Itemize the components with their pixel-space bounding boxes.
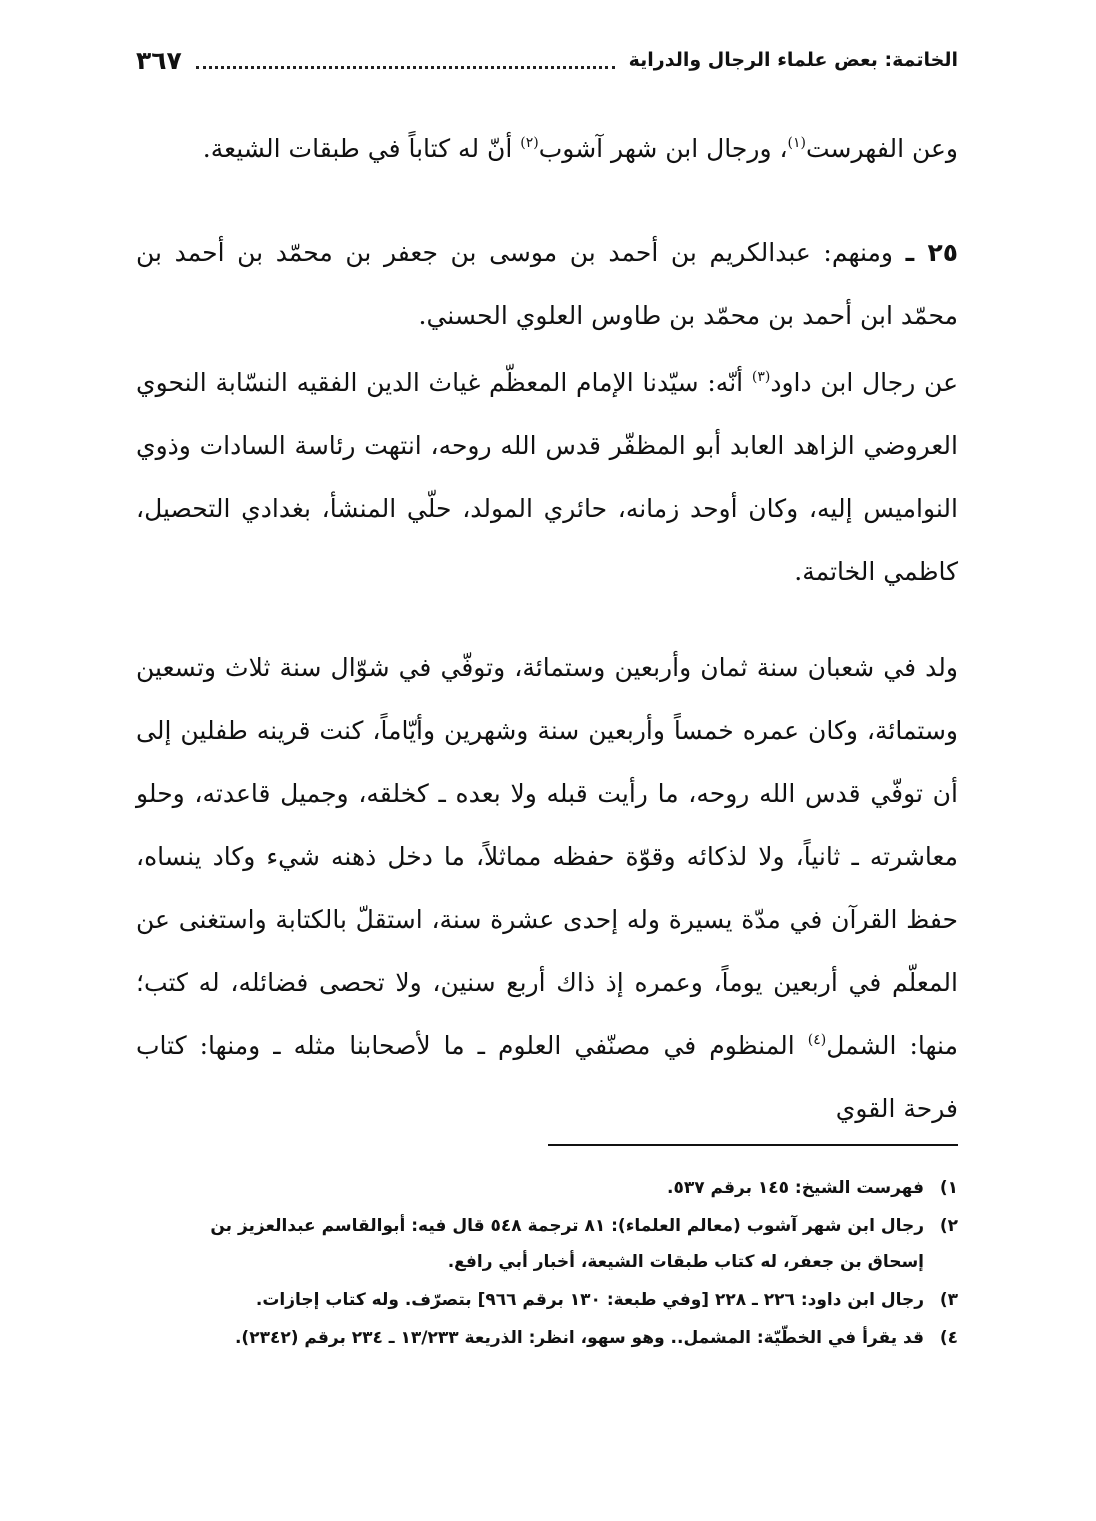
footnote-number: ٤) — [939, 1328, 958, 1348]
footnote-2 — [136, 1208, 958, 1280]
running-header — [136, 40, 958, 80]
footnote-ref-2: (٢) — [520, 135, 539, 151]
footnote-text: رجال ابن شهر آشوب (معالم العلماء): ٨١ ترجمة ٥٤٨ قال فيه: أبوالقاسم عبدالعزيز بن — [210, 1216, 924, 1236]
footnote-ref-3: (٣) — [751, 369, 771, 385]
paragraph-2-text: ومنهم: عبدالكريم بن أحمد بن موسى بن جعفر بن محمّد بن أحمد بن محمّد ابن أحمد بن محمّد بن طاوس العلوي الحسني. — [136, 238, 958, 330]
paragraph-4-text-a: ولد في شعبان سنة ثمان وأربعين وستمائة، وتوفّي في شوّال سنة ثلاث وتسعين وستمائة، وكان عمره خمساً وأربعين سنة وشهرين وأيّاماً، كنت قرينه طفلين إلى أن توفّي قدس الله روحه، ما رأيت قبله ولا بعده ـ كخلقه، وجميل قاعدته، وحلو معاشرته ـ ثانياً، ولا لذكائه وقوّة حفظه مماثلاً، ما دخل ذهنه شيء وكاد ينساه، حفظ القرآن في مدّة يسيرة وله إحدى عشرة سنة، استقلّ بالكتابة واستغنى عن المعلّم في أربعين يوماً، وعمره إذ ذاك أربع سنين، ولا تحصى فضائله، له كتب؛ منها: الشمل — [136, 653, 958, 1060]
paragraph-2-entry — [136, 221, 958, 347]
header-dot-leader — [196, 52, 615, 69]
footnote-ref-4: (٤) — [807, 1032, 827, 1048]
footnote-text: فهرست الشيخ: ١٤٥ برقم ٥٣٧. — [667, 1178, 924, 1198]
paragraph-4 — [136, 636, 958, 1140]
footnote-text-continued: إسحاق بن جعفر، له كتاب طبقات الشيعة، أخبار أبي رافع. — [447, 1252, 924, 1272]
footnote-text: قد يقرأ في الخطّيّة: المشمل.. وهو سهو، انظر: الذريعة ١٣/٢٣٣ ـ ٢٣٤ برقم (٢٣٤٢). — [234, 1328, 924, 1348]
footnote-3 — [136, 1282, 958, 1318]
paragraph-4-text-b: المنظوم في مصنّفي العلوم ـ ما لأصحابنا مثله ـ ومنها: كتاب فرحة القوي — [136, 1031, 958, 1123]
paragraph-1-text-b: ، ورجال ابن شهر آشوب — [538, 134, 788, 163]
footnotes — [136, 1170, 958, 1358]
paragraph-1 — [136, 117, 958, 180]
footnote-text: رجال ابن داود: ٢٢٦ ـ ٢٢٨ [وفي طبعة: ١٣٠ برقم ٩٦٦] بتصرّف. وله كتاب إجازات. — [255, 1290, 924, 1310]
paragraph-1-text-a: وعن الفهرست — [806, 134, 958, 163]
paragraph-3 — [136, 351, 958, 603]
paragraph-1-text-c: أنّ له كتاباً في طبقات الشيعة. — [202, 134, 521, 163]
footnote-separator — [548, 1144, 958, 1146]
page-number: ٣٦٧ — [136, 45, 182, 75]
footnote-4 — [136, 1320, 958, 1356]
paragraph-3-text-b: أنّه: سيّدنا الإمام المعظّم غياث الدين الفقيه النسّابة النحوي العروضي الزاهد العابد أبو المظفّر قدس الله روحه، انتهت رئاسة السادات وذوي النواميس إليه، وكان أوحد زمانه، حائري المولد، حلّي المنشأ، بغدادي التحصيل، كاظمي الخاتمة. — [136, 368, 958, 586]
paragraph-3-text-a: عن رجال ابن داود — [770, 368, 958, 397]
header-title: الخاتمة: بعض علماء الرجال والدراية — [628, 49, 958, 71]
footnote-number: ١) — [939, 1178, 958, 1198]
entry-number: ٢٥ ـ — [905, 238, 958, 267]
footnote-ref-1: (١) — [787, 135, 806, 151]
footnote-1 — [136, 1170, 958, 1206]
footnote-number: ٣) — [939, 1290, 958, 1310]
footnote-number: ٢) — [939, 1216, 958, 1236]
